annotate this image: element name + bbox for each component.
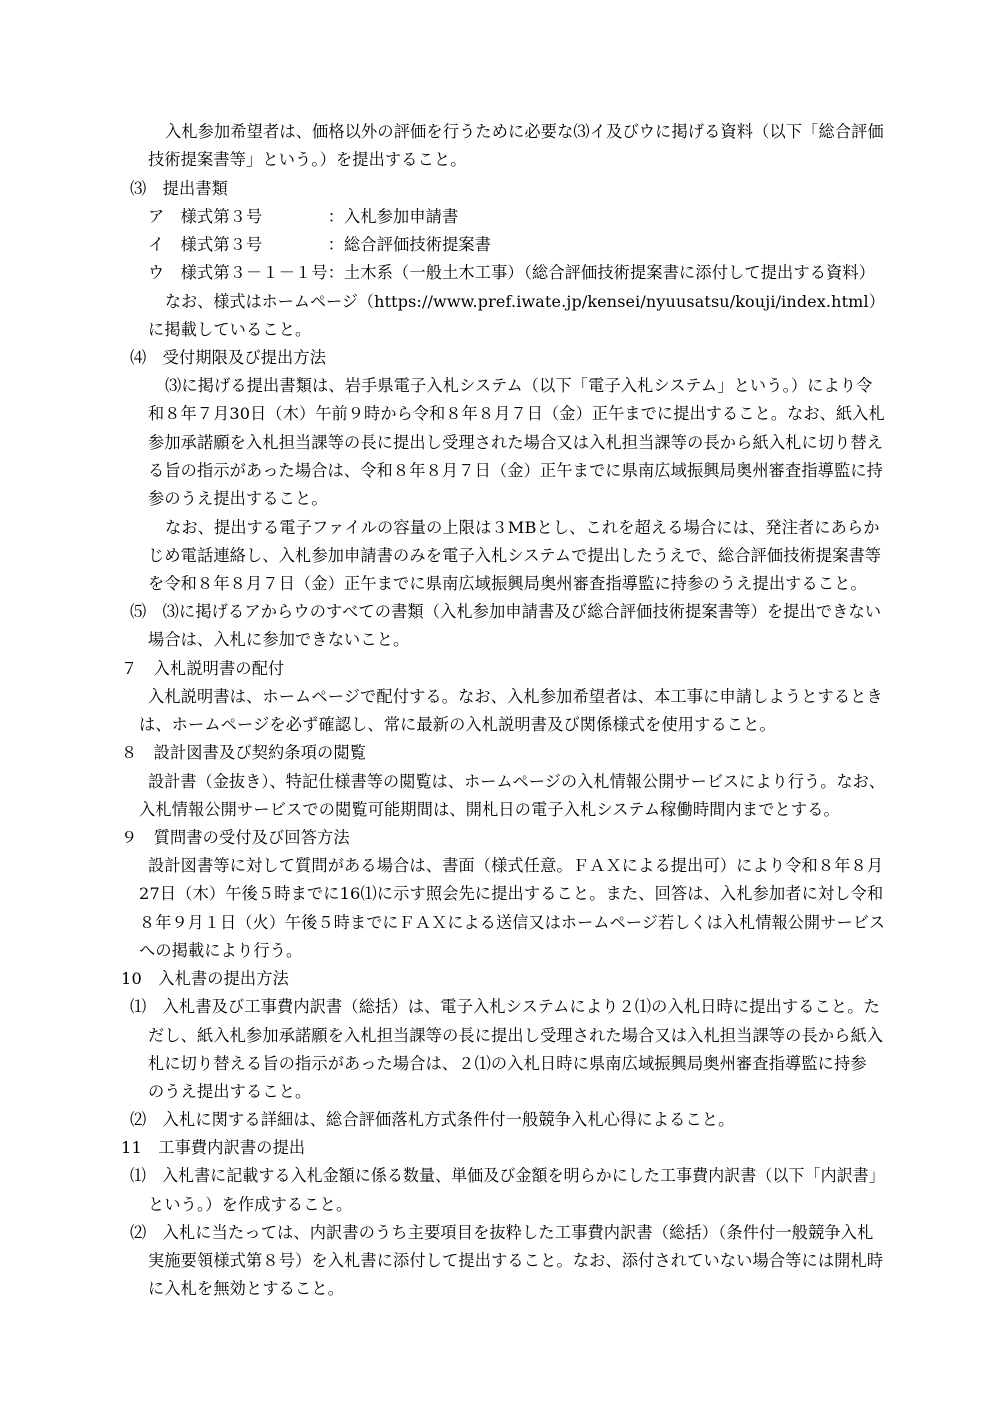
text-line: 設計図書等に対して質問がある場合は、書面（様式任意。ＦＡＸによる提出可）により令和８年８月 xyxy=(148,856,884,875)
text-line: 参加承諾願を入札担当課等の長に提出し受理された場合又は入札担当課等の長から紙入札に切り替え xyxy=(148,433,884,452)
section-heading: 10 入札書の提出方法 xyxy=(121,969,289,988)
list-item: ウ 様式第３－１－１号：土木系（一般土木工事）（総合評価技術提案書に添付して提出する資料） xyxy=(148,263,876,282)
text-line: る旨の指示があった場合は、令和８年８月７日（金）正午までに県南広域振興局奥州審査指導監に持 xyxy=(148,461,884,480)
text-line: への掲載により行う。 xyxy=(139,941,303,960)
text-line: のうえ提出すること。 xyxy=(148,1082,312,1101)
text-line: 入札参加希望者は、価格以外の評価を行うために必要な⑶イ及びウに掲げる資料（以下「総合評価 xyxy=(165,122,884,141)
section-heading: ７ 入札説明書の配付 xyxy=(121,659,285,678)
text-line: を令和８年８月７日（金）正午までに県南広域振興局奥州審査指導監に持参のうえ提出すること。 xyxy=(148,574,867,593)
text-line: は、ホームページを必ず確認し、常に最新の入札説明書及び関係様式を使用すること。 xyxy=(139,715,776,734)
section-heading: ⑶ 提出書類 xyxy=(130,179,229,198)
text-line: 27日（木）午後５時までに16⑴に示す照会先に提出すること。また、回答は、入札参加者に対し令和 xyxy=(139,884,884,903)
text-line: 参のうえ提出すること。 xyxy=(148,489,328,508)
text-line: なお、提出する電子ファイルの容量の上限は３MBとし、これを超える場合には、発注者にあらか xyxy=(165,518,880,537)
list-item: ア 様式第３号 ：入札参加申請書 xyxy=(148,207,459,226)
text-line: に掲載していること。 xyxy=(148,320,312,339)
text-line: だし、紙入札参加承諾願を入札担当課等の長に提出し受理された場合又は入札担当課等の長から紙入 xyxy=(148,1026,884,1045)
list-item: イ 様式第３号 ：総合評価技術提案書 xyxy=(148,235,492,254)
section-heading: ⑷ 受付期限及び提出方法 xyxy=(130,348,327,367)
text-line: なお、様式はホームページ（https://www.pref.iwate.jp/kensei/nyuusatsu/kouji/index.html） xyxy=(165,292,885,311)
section-heading: 11 工事費内訳書の提出 xyxy=(121,1138,306,1157)
text-line: 入札情報公開サービスでの閲覧可能期間は、開札日の電子入札システム稼働時間内までとする。 xyxy=(139,800,840,819)
list-item: ⑵ 入札に関する詳細は、総合評価落札方式条件付一般競争入札心得によること。 xyxy=(130,1110,735,1129)
text-line: 場合は、入札に参加できないこと。 xyxy=(148,630,410,649)
text-line: 和８年７月30日（木）午前９時から令和８年８月７日（金）正午までに提出すること。なお、紙入札 xyxy=(148,404,885,423)
list-item: ⑵ 入札に当たっては、内訳書のうち主要項目を抜粋した工事費内訳書（総括）（条件付一般競争入札 xyxy=(130,1223,874,1242)
section-heading: ９ 質問書の受付及び回答方法 xyxy=(121,828,350,847)
text-line: 札に切り替える旨の指示があった場合は、２⑴の入札日時に県南広域振興局奥州審査指導監に持参 xyxy=(148,1054,867,1073)
text-line: ⑶に掲げる提出書類は、岩手県電子入札システム（以下「電子入札システム」という。）により令 xyxy=(165,376,873,395)
text-line: じめ電話連絡し、入札参加申請書のみを電子入札システムで提出したうえで、総合評価技術提案書等 xyxy=(148,546,882,565)
text-line: 実施要領様式第８号）を入札書に添付して提出すること。なお、添付されていない場合等には開札時 xyxy=(148,1251,884,1270)
text-line: という。）を作成すること。 xyxy=(148,1195,353,1214)
list-item: ⑴ 入札書に記載する入札金額に係る数量、単価及び金額を明らかにした工事費内訳書（以下「内訳書」 xyxy=(130,1166,885,1185)
text-line: 入札説明書は、ホームページで配付する。なお、入札参加希望者は、本工事に申請しようとするとき xyxy=(148,687,883,706)
section-heading: ８ 設計図書及び契約条項の閲覧 xyxy=(121,743,367,762)
text-line: ８年９月１日（火）午後５時までにＦＡＸによる送信又はホームページ若しくは入札情報公開サービス xyxy=(139,913,886,932)
text-line: 設計書（金抜き）、特記仕様書等の閲覧は、ホームページの入札情報公開サービスにより行う。なお、 xyxy=(148,772,886,791)
list-item: ⑸ ⑶に掲げるアからウのすべての書類（入札参加申請書及び総合評価技術提案書等）を提出できない xyxy=(130,602,882,621)
text-line: に入札を無効とすること。 xyxy=(148,1279,345,1298)
text-line: 技術提案書等」という。）を提出すること。 xyxy=(148,150,467,169)
list-item: ⑴ 入札書及び工事費内訳書（総括）は、電子入札システムにより２⑴の入札日時に提出すること。た xyxy=(130,997,880,1016)
